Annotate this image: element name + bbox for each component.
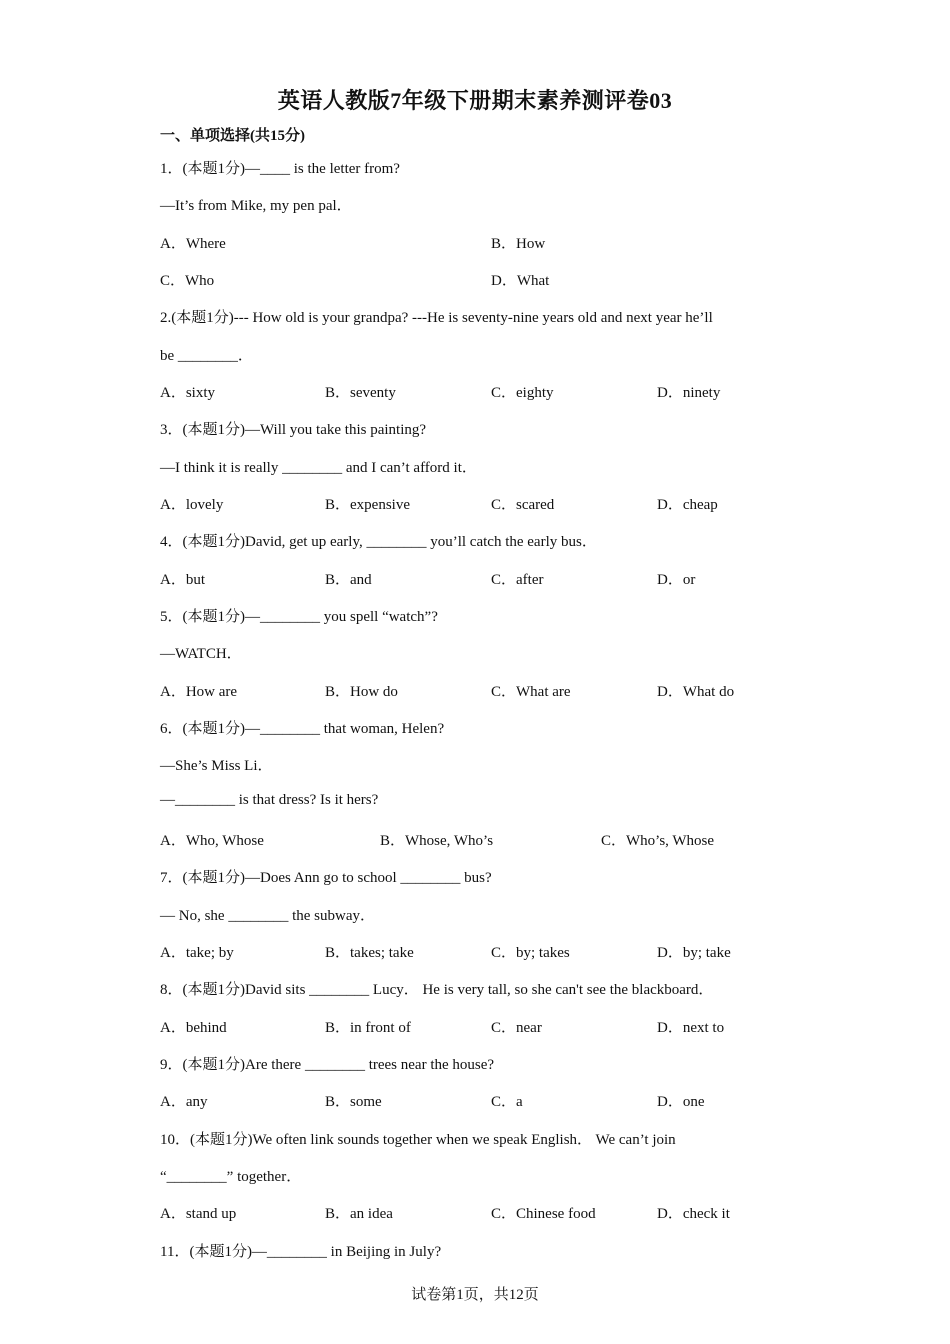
question-6-line-2: —She’s Miss Li．: [160, 758, 273, 774]
question-4-option-a: A．but: [160, 572, 206, 588]
question-1-option-b: B．How: [491, 236, 546, 252]
question-6-option-c: C．Who’s, Whose: [601, 833, 715, 849]
question-4-stem: 4．(本题1分)David, get up early, ________ you’ll catch the early bus．: [160, 534, 597, 550]
question-1-line-2: —It’s from Mike, my pen pal．: [160, 198, 352, 214]
question-1-option-c: C．Who: [160, 273, 215, 289]
question-6-line-3: —________ is that dress? Is it hers?: [160, 792, 379, 808]
question-7-option-c: C．by; takes: [491, 945, 570, 961]
question-5-stem: 5．(本题1分)—________ you spell “watch”?: [160, 609, 438, 625]
question-3-option-b: B．expensive: [325, 497, 410, 513]
question-7-option-a: A．take; by: [160, 945, 234, 961]
question-3-stem: 3．(本题1分)—Will you take this painting?: [160, 422, 427, 438]
question-3-option-a: A．lovely: [160, 497, 224, 513]
question-5-option-a: A．How are: [160, 684, 238, 700]
question-9-option-a: A．any: [160, 1094, 208, 1110]
section-heading: 一、单项选择(共15分): [160, 128, 305, 144]
question-9-option-d: D．one: [657, 1094, 705, 1110]
question-1-option-a: A．Where: [160, 236, 226, 252]
question-5-line-2: —WATCH．: [160, 646, 242, 662]
question-10-line-2: “________” together．: [160, 1169, 302, 1185]
question-4-option-c: C．after: [491, 572, 544, 588]
question-8-option-a: A．behind: [160, 1020, 227, 1036]
question-8-option-c: C．near: [491, 1020, 542, 1036]
question-8-stem: 8．(本题1分)David sits ________ Lucy． He is very tall, so she can't see the blackboard．: [160, 982, 714, 998]
question-3-option-d: D．cheap: [657, 497, 718, 513]
question-2-option-c: C．eighty: [491, 385, 554, 401]
question-10-option-d: D．check it: [657, 1206, 730, 1222]
question-3-option-c: C．scared: [491, 497, 555, 513]
question-8-option-b: B．in front of: [325, 1020, 411, 1036]
question-8-option-d: D．next to: [657, 1020, 725, 1036]
question-6-stem: 6．(本题1分)—________ that woman, Helen?: [160, 721, 445, 737]
question-1-stem: 1．(本题1分)—____ is the letter from?: [160, 161, 400, 177]
question-5-option-d: D．What do: [657, 684, 735, 700]
question-6-option-b: B．Whose, Who’s: [380, 833, 494, 849]
question-2-option-b: B．seventy: [325, 385, 396, 401]
question-7-option-d: D．by; take: [657, 945, 731, 961]
question-4-option-b: B．and: [325, 572, 372, 588]
question-3-line-2: —I think it is really ________ and I can’t afford it．: [160, 460, 477, 476]
question-11-stem: 11．(本题1分)—________ in Beijing in July?: [160, 1244, 442, 1260]
question-2-line-2: be ________．: [160, 348, 253, 364]
question-7-stem: 7．(本题1分)—Does Ann go to school ________ bus?: [160, 870, 492, 886]
question-2-option-a: A．sixty: [160, 385, 216, 401]
question-10-option-b: B．an idea: [325, 1206, 393, 1222]
question-7-option-b: B．takes; take: [325, 945, 414, 961]
question-9-option-c: C．a: [491, 1094, 523, 1110]
question-6-option-a: A．Who, Whose: [160, 833, 264, 849]
question-2-stem: 2.(本题1分)--- How old is your grandpa? ---He is seventy-nine years old and next year he’ll: [160, 310, 713, 326]
question-1-option-d: D．What: [491, 273, 550, 289]
question-5-option-b: B．How do: [325, 684, 398, 700]
question-9-stem: 9．(本题1分)Are there ________ trees near the house?: [160, 1057, 495, 1073]
page-footer: 试卷第1页，共12页: [411, 1287, 539, 1303]
question-10-option-c: C．Chinese food: [491, 1206, 596, 1222]
question-4-option-d: D．or: [657, 572, 696, 588]
question-10-stem: 10．(本题1分)We often link sounds together when we speak English． We can’t join: [160, 1132, 676, 1148]
page-title: 英语人教版7年级下册期末素养测评卷03: [277, 88, 673, 113]
question-2-option-d: D．ninety: [657, 385, 721, 401]
question-9-option-b: B．some: [325, 1094, 382, 1110]
question-5-option-c: C．What are: [491, 684, 571, 700]
question-10-option-a: A．stand up: [160, 1206, 237, 1222]
question-7-line-2: — No, she ________ the subway．: [160, 908, 375, 924]
